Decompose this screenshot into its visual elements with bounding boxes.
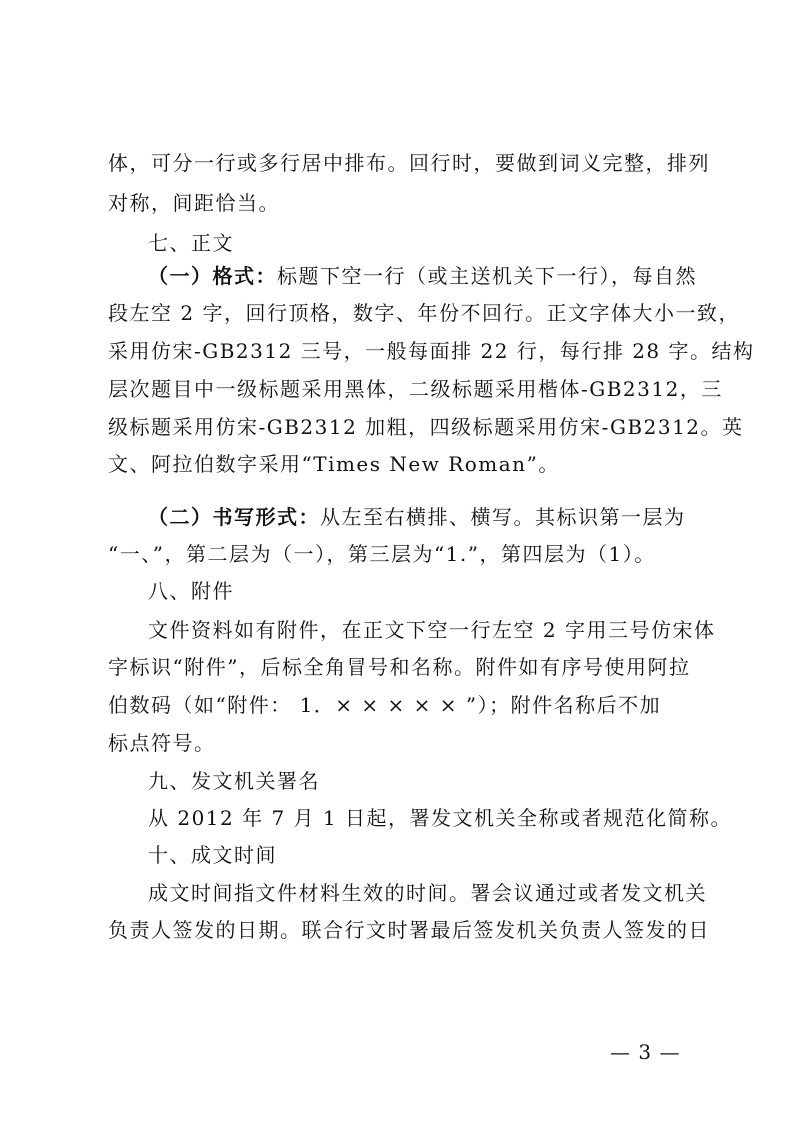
paragraph-line: 从 2012 年 7 月 1 日起，署发文机关全称或者规范化简称。	[148, 806, 732, 830]
paragraph-line: 标点符号。	[108, 731, 216, 755]
section-heading-10: 十、成文时间	[148, 843, 277, 867]
section-heading-9: 九、发文机关署名	[148, 769, 320, 793]
paragraph-line: 体，可分一行或多行居中排布。回行时，要做到词义完整，排列	[108, 151, 710, 175]
paragraph-text: 标题下空一行（或主送机关下一行），每自然	[277, 264, 697, 288]
page-number: — 3 —	[610, 1040, 681, 1064]
paragraph-line: 负责人签发的日期。联合行文时署最后签发机关负责人签发的日	[108, 918, 710, 942]
section-heading-7: 七、正文	[148, 231, 234, 255]
subsection-label-format: （一）格式：	[148, 264, 277, 288]
paragraph-line: 成文时间指文件材料生效的时间。署会议通过或者发文机关	[148, 881, 707, 905]
paragraph-text: 从左至右横排、横写。其标识第一层为	[320, 505, 686, 529]
paragraph-line: 文、阿拉伯数字采用“Times New Roman”。	[108, 452, 560, 476]
paragraph-line: 文件资料如有附件，在正文下空一行左空 2 字用三号仿宋体	[148, 618, 716, 642]
paragraph-line: 对称，间距恰当。	[108, 191, 280, 215]
paragraph-line: “一、”，第二层为（一），第三层为“1.”，第四层为（1）。	[108, 542, 656, 566]
subsection-writing-line	[148, 504, 738, 530]
paragraph-line: 字标识“附件”，后标全角冒号和名称。附件如有序号使用阿拉	[108, 655, 691, 679]
paragraph-line: 采用仿宋-GB2312 三号，一般每面排 22 行，每行排 28 字。结构	[108, 339, 755, 363]
paragraph-line: 级标题采用仿宋-GB2312 加粗，四级标题采用仿宋-GB2312。英	[108, 415, 744, 439]
paragraph-line: 伯数码（如“附件： 1．× × × × × ”）；附件名称后不加	[108, 693, 662, 717]
subsection-label-writing: （二）书写形式：	[148, 505, 320, 529]
section-heading-8: 八、附件	[148, 579, 234, 603]
subsection-format-line	[148, 263, 738, 289]
paragraph-line: 段左空 2 字，回行顶格，数字、年份不回行。正文字体大小一致，	[108, 301, 740, 325]
paragraph-line: 层次题目中一级标题采用黑体，二级标题采用楷体-GB2312，三	[108, 377, 723, 401]
